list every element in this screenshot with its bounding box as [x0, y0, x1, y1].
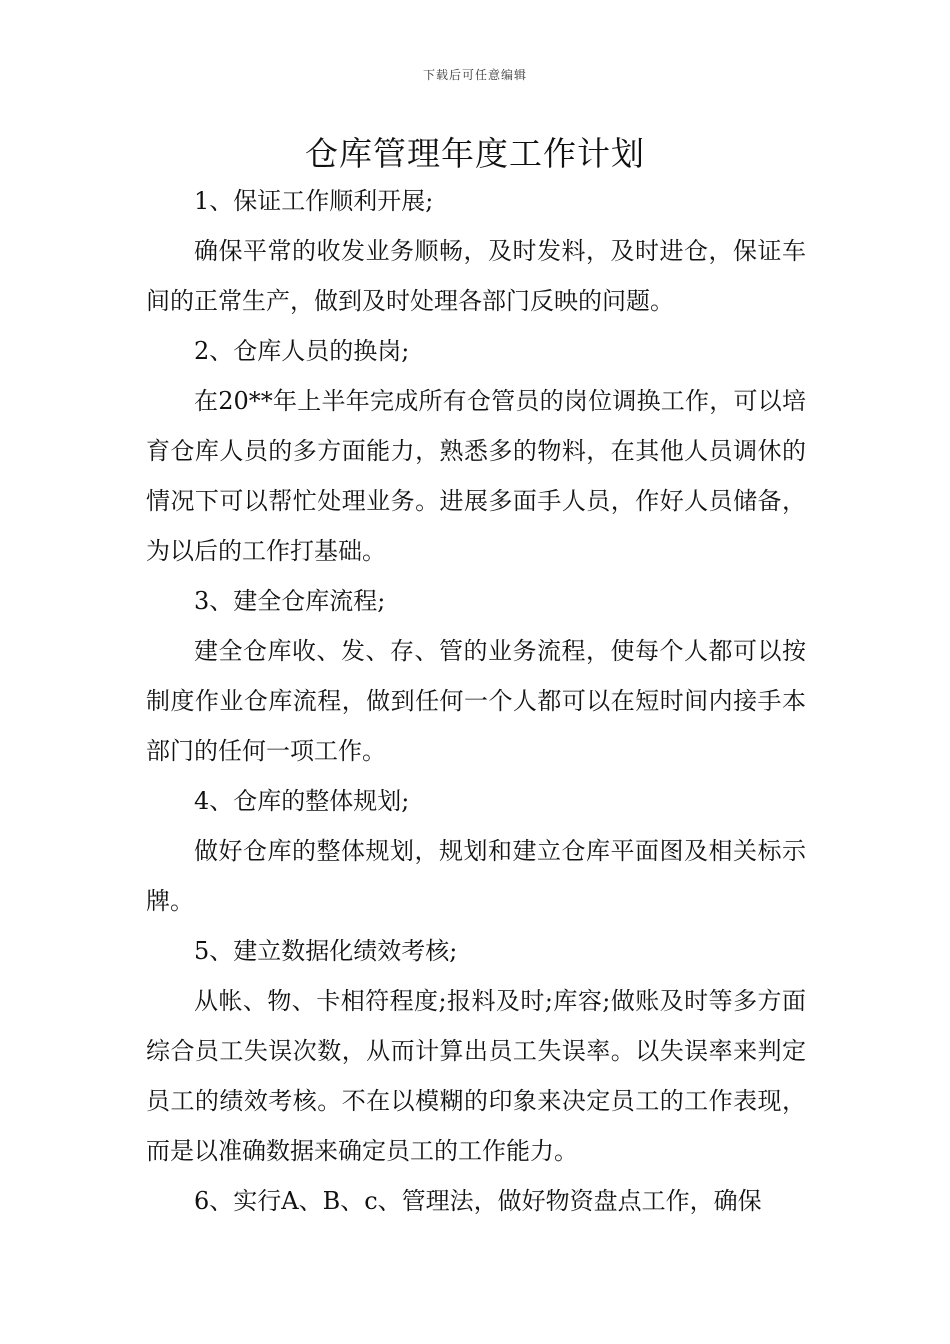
section-heading-5: 5、建立数据化绩效考核;: [194, 937, 458, 965]
section-heading-2: 2、仓库人员的换岗;: [194, 337, 410, 365]
section-heading-1: 1、保证工作顺利开展;: [194, 187, 434, 215]
section-paragraph-2: 在20**年上半年完成所有仓管员的岗位调换工作，可以培育仓库人员的多方面能力，熟悉多的物料，在其他人员调休的情况下可以帮忙处理业务。进展多面手人员，作好人员储备，为以后的工作打基础。: [146, 387, 806, 565]
section-heading-3: 3、建全仓库流程;: [194, 587, 386, 615]
section-paragraph-4: 做好仓库的整体规划，规划和建立仓库平面图及相关标示牌。: [146, 837, 806, 915]
section-heading-4: 4、仓库的整体规划;: [194, 787, 410, 815]
document-body: [146, 176, 806, 1226]
section-heading-6: 6、实行A、B、c、管理法，做好物资盘点工作，确保: [194, 1187, 762, 1215]
document-title: 仓库管理年度工作计划: [305, 134, 645, 173]
section-paragraph-5: 从帐、物、卡相符程度;报料及时;库容;做账及时等多方面综合员工失误次数，从而计算出员工失误率。以失误率来判定员工的绩效考核。不在以模糊的印象来决定员工的工作表现，而是以准确数据来确定员工的工作能力。: [146, 987, 806, 1165]
section-paragraph-1: 确保平常的收发业务顺畅，及时发料，及时进仓，保证车间的正常生产，做到及时处理各部门反映的问题。: [146, 237, 806, 315]
header-note: 下载后可任意编辑: [422, 68, 527, 82]
section-paragraph-3: 建全仓库收、发、存、管的业务流程，使每个人都可以按制度作业仓库流程，做到任何一个人都可以在短时间内接手本部门的任何一项工作。: [146, 637, 806, 765]
